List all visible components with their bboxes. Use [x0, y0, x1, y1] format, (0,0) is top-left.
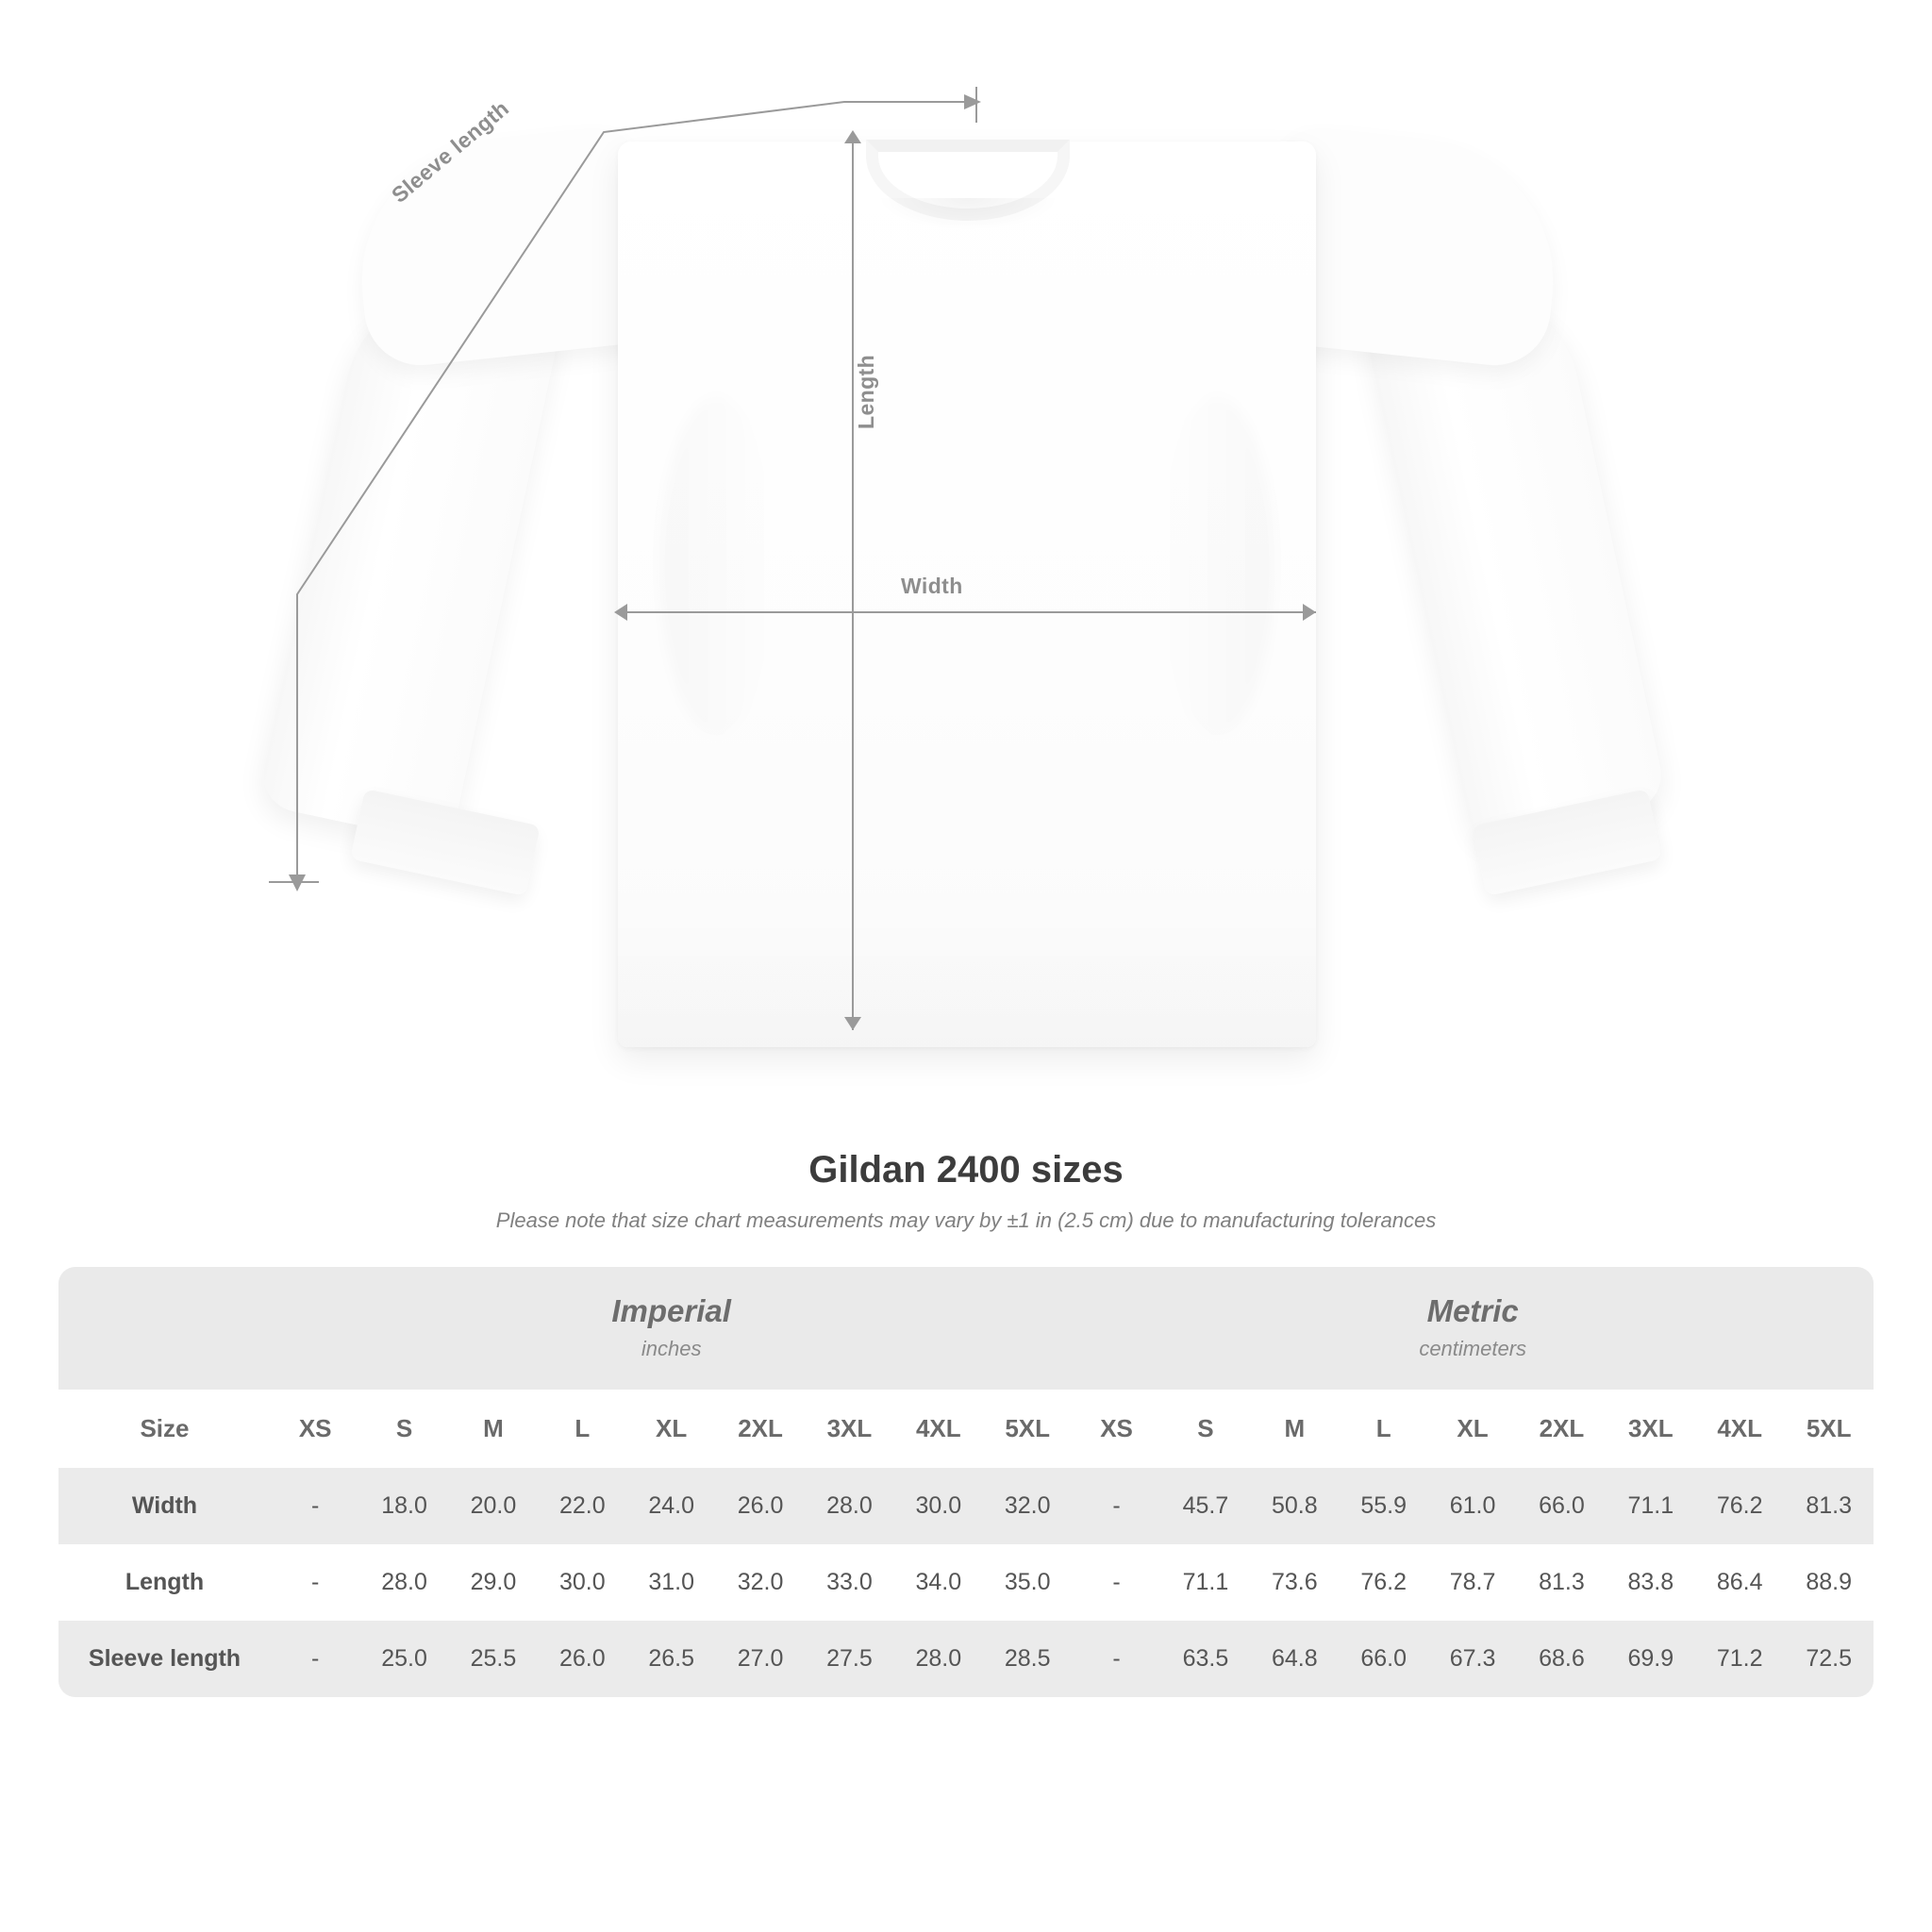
- cell-width-metric-xl: 61.0: [1428, 1468, 1517, 1544]
- size-header-metric-l: L: [1339, 1390, 1427, 1468]
- cell-length-imperial-3xl: 33.0: [805, 1544, 893, 1621]
- size-header-metric-xl: XL: [1428, 1390, 1517, 1468]
- size-header-metric-xs: XS: [1072, 1390, 1160, 1468]
- cell-length-metric-5xl: 88.9: [1784, 1544, 1874, 1621]
- cell-length-imperial-xs: -: [271, 1544, 359, 1621]
- cell-sleeve-metric-l: 66.0: [1339, 1621, 1427, 1697]
- cell-width-imperial-l: 22.0: [538, 1468, 626, 1544]
- cell-sleeve-metric-xs: -: [1072, 1621, 1160, 1697]
- cell-width-metric-5xl: 81.3: [1784, 1468, 1874, 1544]
- table-row: [58, 1621, 1874, 1697]
- unit-header-spacer: [58, 1267, 271, 1390]
- cell-length-imperial-4xl: 34.0: [894, 1544, 983, 1621]
- size-chart-table-wrap: [58, 1267, 1874, 1697]
- cell-width-imperial-4xl: 30.0: [894, 1468, 983, 1544]
- cell-length-metric-s: 71.1: [1161, 1544, 1250, 1621]
- cell-sleeve-imperial-5xl: 28.5: [983, 1621, 1072, 1697]
- size-header-imperial-4xl: 4XL: [894, 1390, 983, 1468]
- cell-width-imperial-3xl: 28.0: [805, 1468, 893, 1544]
- cell-width-imperial-s: 18.0: [359, 1468, 448, 1544]
- cell-length-imperial-s: 28.0: [359, 1544, 448, 1621]
- cell-length-metric-m: 73.6: [1250, 1544, 1339, 1621]
- unit-name-metric: Metric: [1426, 1293, 1519, 1328]
- cell-width-metric-2xl: 66.0: [1517, 1468, 1606, 1544]
- page-title: Gildan 2400 sizes: [808, 1149, 1124, 1191]
- cell-length-imperial-xl: 31.0: [626, 1544, 715, 1621]
- cell-width-imperial-xl: 24.0: [626, 1468, 715, 1544]
- cell-width-imperial-5xl: 32.0: [983, 1468, 1072, 1544]
- cell-width-metric-m: 50.8: [1250, 1468, 1339, 1544]
- size-header-imperial-xs: XS: [271, 1390, 359, 1468]
- size-header-metric-3xl: 3XL: [1607, 1390, 1695, 1468]
- row-label-sleeve-length: Sleeve length: [58, 1621, 271, 1697]
- size-header-metric-4xl: 4XL: [1695, 1390, 1784, 1468]
- size-header-imperial-3xl: 3XL: [805, 1390, 893, 1468]
- cell-length-metric-l: 76.2: [1339, 1544, 1427, 1621]
- cell-sleeve-imperial-xl: 26.5: [626, 1621, 715, 1697]
- cell-length-metric-4xl: 86.4: [1695, 1544, 1784, 1621]
- cell-length-imperial-l: 30.0: [538, 1544, 626, 1621]
- size-header-imperial-l: L: [538, 1390, 626, 1468]
- sleeve-length-label: Sleeve length: [387, 95, 514, 208]
- row-label-length: Length: [58, 1544, 271, 1621]
- size-chart-table: [58, 1267, 1874, 1697]
- cell-width-imperial-m: 20.0: [449, 1468, 538, 1544]
- cell-length-imperial-5xl: 35.0: [983, 1544, 1072, 1621]
- cell-sleeve-imperial-3xl: 27.5: [805, 1621, 893, 1697]
- size-header-imperial-5xl: 5XL: [983, 1390, 1072, 1468]
- cell-width-metric-xs: -: [1072, 1468, 1160, 1544]
- cell-length-imperial-m: 29.0: [449, 1544, 538, 1621]
- cell-sleeve-imperial-l: 26.0: [538, 1621, 626, 1697]
- size-header-imperial-m: M: [449, 1390, 538, 1468]
- cell-length-metric-3xl: 83.8: [1607, 1544, 1695, 1621]
- cell-sleeve-metric-m: 64.8: [1250, 1621, 1339, 1697]
- row-label-width: Width: [58, 1468, 271, 1544]
- cell-sleeve-metric-2xl: 68.6: [1517, 1621, 1606, 1697]
- cell-sleeve-metric-4xl: 71.2: [1695, 1621, 1784, 1697]
- cell-sleeve-metric-xl: 67.3: [1428, 1621, 1517, 1697]
- cell-sleeve-imperial-xs: -: [271, 1621, 359, 1697]
- cell-width-imperial-xs: -: [271, 1468, 359, 1544]
- size-header-metric-s: S: [1161, 1390, 1250, 1468]
- cell-sleeve-imperial-2xl: 27.0: [716, 1621, 805, 1697]
- table-row: [58, 1468, 1874, 1544]
- size-header-label: Size: [58, 1390, 271, 1468]
- unit-sub-imperial: inches: [641, 1337, 702, 1360]
- size-header-row: [58, 1390, 1874, 1468]
- cell-sleeve-imperial-s: 25.0: [359, 1621, 448, 1697]
- table-row: [58, 1544, 1874, 1621]
- length-label: Length: [854, 354, 878, 429]
- unit-header-imperial: [271, 1267, 1072, 1390]
- cell-sleeve-metric-5xl: 72.5: [1784, 1621, 1874, 1697]
- cell-length-metric-2xl: 81.3: [1517, 1544, 1606, 1621]
- size-header-imperial-s: S: [359, 1390, 448, 1468]
- unit-header-metric: [1072, 1267, 1874, 1390]
- unit-sub-metric: centimeters: [1419, 1337, 1527, 1360]
- cell-length-imperial-2xl: 32.0: [716, 1544, 805, 1621]
- size-header-imperial-xl: XL: [626, 1390, 715, 1468]
- cell-sleeve-metric-3xl: 69.9: [1607, 1621, 1695, 1697]
- tolerance-note: Please note that size chart measurements may vary by ±1 in (2.5 cm) due to manufacturing tolerances: [495, 1208, 1437, 1232]
- size-header-metric-5xl: 5XL: [1784, 1390, 1874, 1468]
- cell-sleeve-imperial-4xl: 28.0: [894, 1621, 983, 1697]
- cell-length-metric-xs: -: [1072, 1544, 1160, 1621]
- cell-sleeve-metric-s: 63.5: [1161, 1621, 1250, 1697]
- cell-length-metric-xl: 78.7: [1428, 1544, 1517, 1621]
- width-label: Width: [901, 574, 963, 598]
- size-header-metric-m: M: [1250, 1390, 1339, 1468]
- cell-sleeve-imperial-m: 25.5: [449, 1621, 538, 1697]
- size-header-imperial-2xl: 2XL: [716, 1390, 805, 1468]
- cell-width-metric-l: 55.9: [1339, 1468, 1427, 1544]
- cell-width-imperial-2xl: 26.0: [716, 1468, 805, 1544]
- unit-header-row: [58, 1267, 1874, 1390]
- cell-width-metric-3xl: 71.1: [1607, 1468, 1695, 1544]
- cell-width-metric-4xl: 76.2: [1695, 1468, 1784, 1544]
- unit-name-imperial: Imperial: [611, 1293, 731, 1328]
- title-block: [0, 1149, 1932, 1233]
- cell-width-metric-s: 45.7: [1161, 1468, 1250, 1544]
- size-header-metric-2xl: 2XL: [1517, 1390, 1606, 1468]
